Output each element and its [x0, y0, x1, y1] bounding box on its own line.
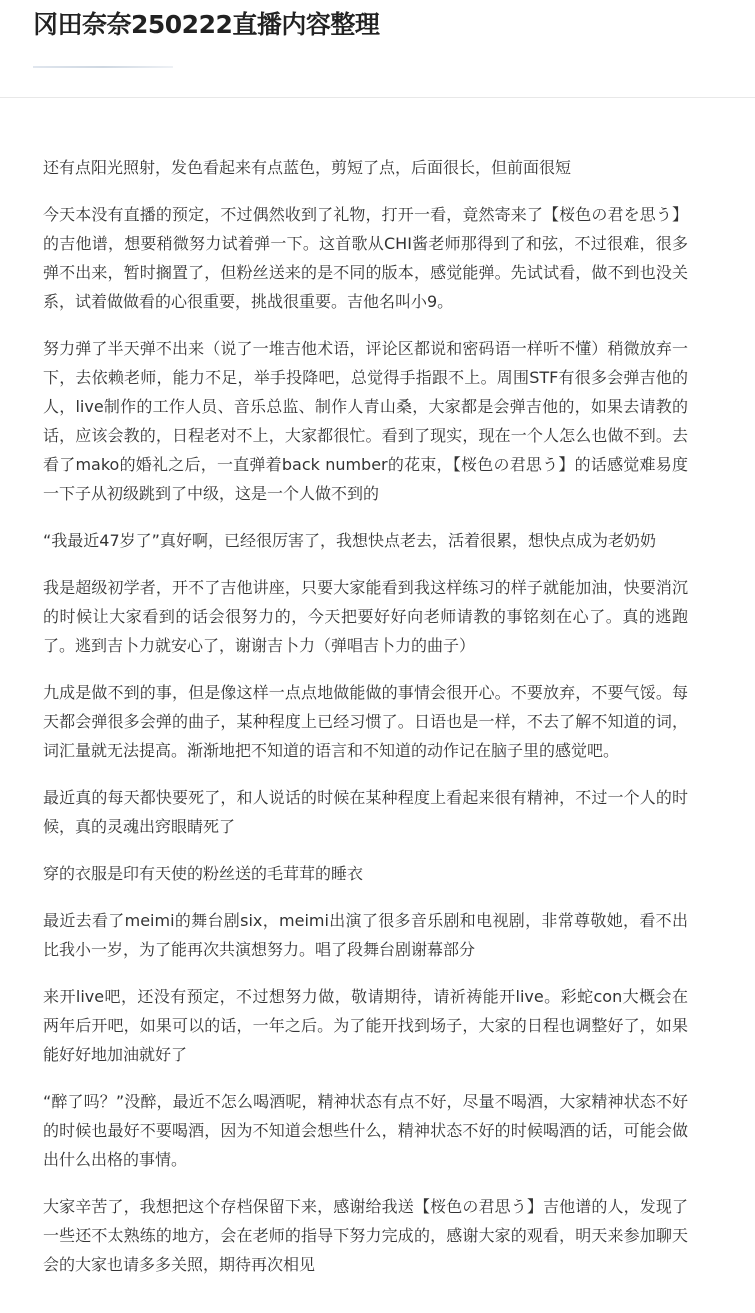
author-info-bar [33, 66, 173, 68]
article-paragraph: 最近真的每天都快要死了，和人说话的时候在某种程度上看起来很有精神，不过一个人的时候，真的灵魂出窍眼睛死了 [43, 788, 688, 836]
article-paragraph: 九成是做不到的事，但是像这样一点点地做能做的事情会很开心。不要放弃，不要气馁。每天都会弹很多会弹的曲子，某种程度上已经习惯了。日语也是一样，不去了解不知道的词，词汇量就无法提高。渐渐地把不知道的语言和不知道的动作记在脑子里的感觉吧。 [43, 683, 688, 760]
article-paragraph: “我最近47岁了”真好啊，已经很厉害了，我想快点老去，活着很累，想快点成为老奶奶 [43, 531, 656, 550]
article-header [0, 0, 755, 98]
article-body [43, 153, 688, 1297]
article-paragraph: “醉了吗？”没醉，最近不怎么喝酒呢，精神状态有点不好，尽量不喝酒，大家精神状态不好的时候也最好不要喝酒，因为不知道会想些什么，精神状态不好的时候喝酒的话，可能会做出什么出格的事情。 [43, 1092, 688, 1169]
article-paragraph: 穿的衣服是印有天使的粉丝送的毛茸茸的睡衣 [43, 864, 364, 883]
article-paragraph: 今天本没有直播的预定，不过偶然收到了礼物，打开一看，竟然寄来了【桜色の君を思う】的吉他谱，想要稍微努力试着弹一下。这首歌从CHI酱老师那得到了和弦，不过很难，很多弹不出来，暂时搁置了，但粉丝送来的是不同的版本，感觉能弹。先试试看，做不到也没关系，试着做做看的心很重要，挑战很重要。吉他名叫小9。 [43, 205, 688, 311]
article-paragraph: 还有点阳光照射，发色看起来有点蓝色，剪短了点，后面很长，但前面很短 [43, 158, 572, 177]
article-paragraph: 努力弹了半天弹不出来（说了一堆吉他术语，评论区都说和密码语一样听不懂）稍微放弃一下，去依赖老师，能力不足，举手投降吧，总觉得手指跟不上。周围STF有很多会弹吉他的人，live制作的工作人员、音乐总监、制作人青山桑，大家都是会弹吉他的，如果去请教的话，应该会教的，日程老对不上，大家都很忙。看到了现实，现在一个人怎么也做不到。去看了mako的婚礼之后，一直弹着back number的花束，【桜色の君思う】的话感觉难易度一下子从初级跳到了中级，这是一个人做不到的 [43, 339, 688, 503]
article-paragraph: 大家辛苦了，我想把这个存档保留下来，感谢给我送【桜色の君思う】吉他谱的人，发现了一些还不太熟练的地方，会在老师的指导下努力完成的，感谢大家的观看，明天来参加聊天会的大家也请多多关照，期待再次相见 [43, 1197, 688, 1274]
page-title: 冈田奈奈250222直播内容整理 [33, 10, 380, 39]
article-paragraph: 最近去看了meimi的舞台剧six，meimi出演了很多音乐剧和电视剧，非常尊敬她，看不出比我小一岁，为了能再次共演想努力。唱了段舞台剧谢幕部分 [43, 911, 688, 959]
article-paragraph: 我是超级初学者，开不了吉他讲座，只要大家能看到我这样练习的样子就能加油，快要消沉的时候让大家看到的话会很努力的，今天把要好好向老师请教的事铭刻在心了。真的逃跑了。逃到吉卜力就安心了，谢谢吉卜力（弹唱吉卜力的曲子） [43, 578, 688, 655]
article-paragraph: 来开live吧，还没有预定，不过想努力做，敬请期待，请祈祷能开live。彩蛇con大概会在两年后开吧，如果可以的话，一年之后。为了能开找到场子，大家的日程也调整好了，如果能好好地加油就好了 [43, 987, 688, 1064]
